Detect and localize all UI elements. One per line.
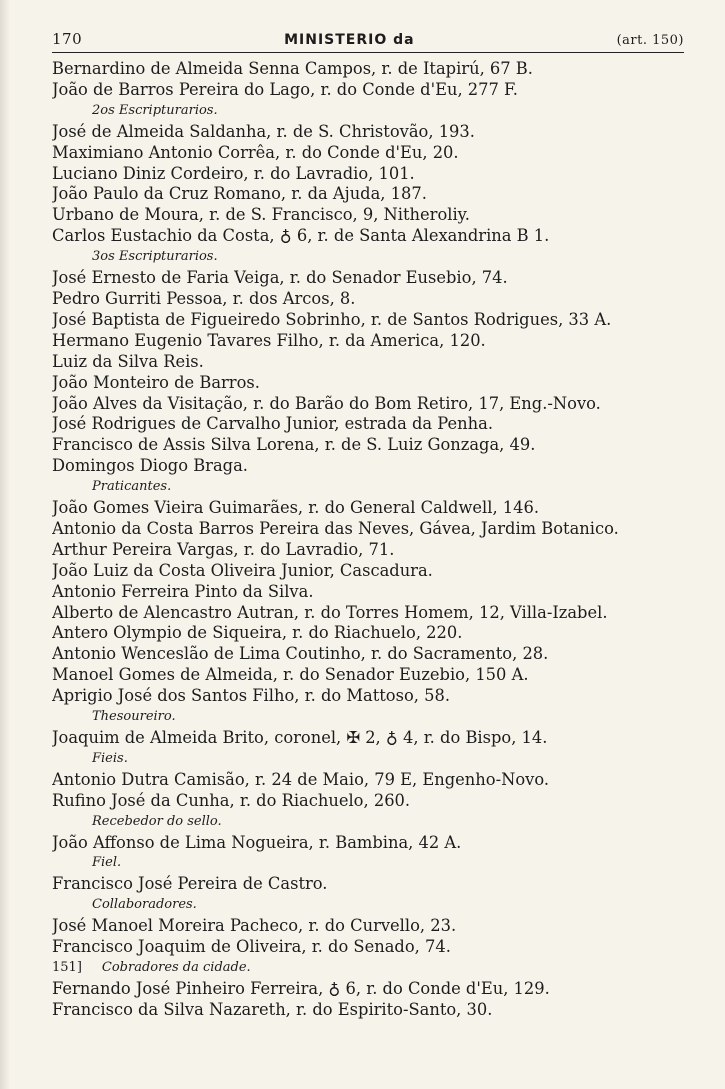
- directory-entry: Maximiano Antonio Corrêa, r. do Conde d'Eu, 20.: [52, 142, 459, 162]
- directory-entry: Francisco Joaquim de Oliveira, r. do Senado, 74.: [52, 937, 451, 957]
- section-heading: [52, 477, 684, 498]
- section-lead-number: 151]: [52, 959, 82, 975]
- directory-entry: Fernando José Pinheiro Ferreira, ♁ 6, r. do Conde d'Eu, 129.: [52, 978, 550, 998]
- section-heading-text: Thesoureiro.: [92, 709, 176, 725]
- directory-entry: José de Almeida Saldanha, r. de S. Christovão, 193.: [52, 121, 475, 141]
- text-body: [52, 59, 684, 1021]
- directory-entry: Luiz da Silva Reis.: [52, 351, 204, 371]
- section-heading-text: Recebedor do sello.: [92, 813, 222, 829]
- directory-entry: Domingos Diogo Braga.: [52, 456, 248, 476]
- directory-entry: João Affonso de Lima Nogueira, r. Bambina, 42 A.: [52, 832, 462, 852]
- directory-entry: Bernardino de Almeida Senna Campos, r. de Itapirú, 67 B.: [52, 59, 533, 78]
- directory-entry: Alberto de Alencastro Autran, r. do Torres Homem, 12, Villa-Izabel.: [52, 602, 608, 622]
- directory-entry: Hermano Eugenio Tavares Filho, r. da America, 120.: [52, 330, 486, 350]
- article-reference: (art. 150): [616, 33, 684, 48]
- section-heading-text: 3os Escripturarios.: [92, 249, 218, 265]
- directory-entry: João de Barros Pereira do Lago, r. do Conde d'Eu, 277 F.: [52, 79, 518, 99]
- section-heading-text: 2os Escripturarios.: [92, 102, 218, 118]
- directory-entry: João Alves da Visitação, r. do Barão do Bom Retiro, 17, Eng.-Novo.: [52, 393, 601, 413]
- directory-entry: José Baptista de Figueiredo Sobrinho, r. de Santos Rodrigues, 33 A.: [52, 309, 612, 329]
- section-heading: [52, 853, 684, 874]
- directory-entry: João Gomes Vieira Guimarães, r. do General Caldwell, 146.: [52, 498, 540, 518]
- directory-entry: Aprigio José dos Santos Filho, r. do Mattoso, 58.: [52, 686, 451, 706]
- directory-entry: Francisco de Assis Silva Lorena, r. de S. Luiz Gonzaga, 49.: [52, 435, 536, 455]
- section-heading: [52, 707, 684, 728]
- directory-entry: Pedro Gurriti Pessoa, r. dos Arcos, 8.: [52, 288, 356, 308]
- directory-entry: José Manoel Moreira Pacheco, r. do Curvello, 23.: [52, 916, 457, 936]
- directory-entry: Rufino José da Cunha, r. do Riachuelo, 260.: [52, 790, 411, 810]
- directory-entry: Joaquim de Almeida Brito, coronel, ✠ 2, ♁ 4, r. do Bispo, 14.: [52, 728, 548, 747]
- directory-entry: Antonio Wenceslão de Lima Coutinho, r. do Sacramento, 28.: [52, 644, 549, 664]
- directory-entry: João Luiz da Costa Oliveira Junior, Cascadura.: [52, 560, 433, 580]
- directory-entry: Antonio Dutra Camisão, r. 24 de Maio, 79 E, Engenho-Novo.: [52, 769, 550, 789]
- section-heading-text: Praticantes.: [92, 479, 172, 495]
- section-heading: [52, 749, 684, 770]
- running-title: MINISTERIO da: [284, 32, 415, 48]
- directory-entry: João Monteiro de Barros.: [52, 372, 260, 392]
- section-heading: [52, 812, 684, 833]
- section-heading: [52, 958, 684, 979]
- page-header: [52, 30, 684, 50]
- page-edge-shadow: [0, 0, 10, 1089]
- section-heading: [52, 895, 684, 916]
- directory-entry: João Paulo da Cruz Romano, r. da Ajuda, 187.: [52, 184, 427, 204]
- directory-entry: Antonio Ferreira Pinto da Silva.: [52, 581, 314, 601]
- section-heading-text: Fiel.: [92, 855, 122, 871]
- page-number: 170: [52, 30, 83, 48]
- directory-entry: Francisco da Silva Nazareth, r. do Espirito-Santo, 30.: [52, 999, 493, 1019]
- header-rule: [52, 52, 684, 53]
- directory-entry: José Ernesto de Faria Veiga, r. do Senador Eusebio, 74.: [52, 268, 508, 288]
- section-heading: [52, 101, 684, 122]
- section-heading-text: Collaboradores.: [92, 897, 197, 913]
- section-heading-text: Fieis.: [92, 750, 128, 766]
- section-heading-text: Cobradores da cidade.: [101, 959, 251, 975]
- directory-entry: Manoel Gomes de Almeida, r. do Senador Euzebio, 150 A.: [52, 665, 529, 685]
- directory-entry: José Rodrigues de Carvalho Junior, estrada da Penha.: [52, 414, 493, 434]
- directory-entry: Antero Olympio de Siqueira, r. do Riachuelo, 220.: [52, 623, 463, 643]
- directory-entry: Antonio da Costa Barros Pereira das Neves, Gávea, Jardim Botanico.: [52, 518, 619, 538]
- document-page: [52, 30, 684, 1021]
- section-heading: [52, 247, 684, 268]
- directory-entry: Arthur Pereira Vargas, r. do Lavradio, 71.: [52, 539, 395, 559]
- directory-entry: Luciano Diniz Cordeiro, r. do Lavradio, 101.: [52, 163, 415, 183]
- directory-entry: Carlos Eustachio da Costa, ♁ 6, r. de Santa Alexandrina B 1.: [52, 226, 550, 246]
- directory-entry: Urbano de Moura, r. de S. Francisco, 9, Nitheroliy.: [52, 205, 470, 225]
- directory-entry: Francisco José Pereira de Castro.: [52, 874, 328, 894]
